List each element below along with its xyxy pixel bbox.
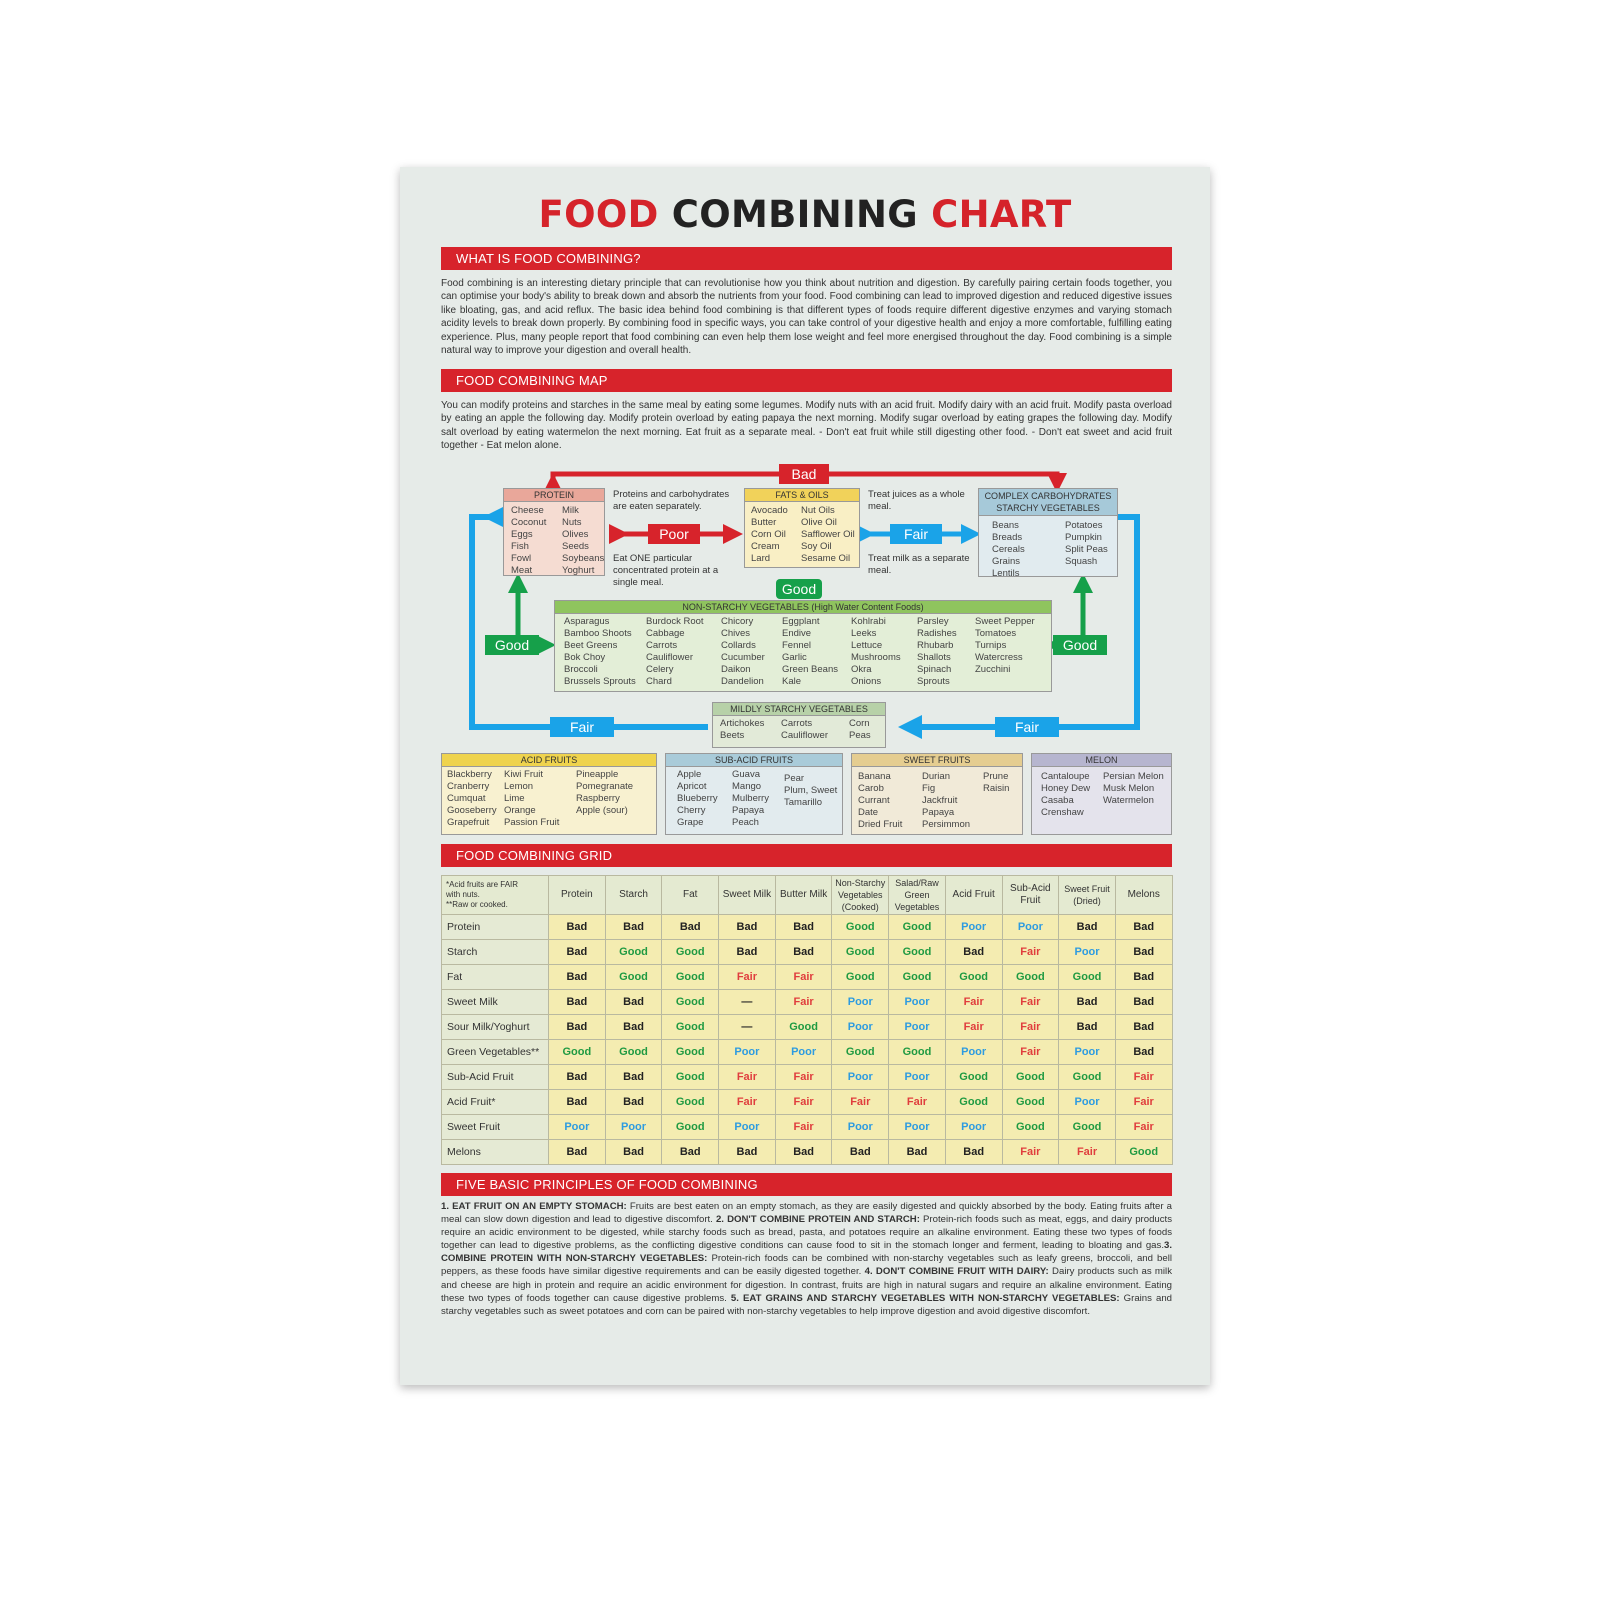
grid-cell: Bad (605, 1015, 662, 1040)
grid-cell: Fair (1002, 1140, 1059, 1165)
grid-row (442, 1115, 1173, 1140)
grid-cell: Bad (1115, 1015, 1172, 1040)
protein-col-2: Milk Nuts Olives Seeds Soybeans Yoghurt (562, 505, 605, 576)
grid-cell: Good (889, 1040, 946, 1065)
grid-cell: Bad (775, 940, 832, 965)
principles-paragraph: 1. EAT FRUIT ON AN EMPTY STOMACH: Fruits are best eaten on an empty stomach, as they are easily digested and quickly absorbed by the body. Eating fruits after a meal can slow down digestion and lead to digestive discomfort. 2. DON'T COMBINE PROTEIN AND STARCH: Protein-rich foods such as meat, eggs, and dairy products require an acidic environment to be digested, while starchy foods such as bread, pasta, and potatoes require an alkaline environment. Eating these two types of foods together can lead to digestive problems, as the conflicting digestive conditions can cause food to sit in the stomach longer and ferment, leading to bloating and gas.3. COMBINE PROTEIN WITH NON-STARCHY VEGETABLES: Protein-rich foods can be combined with non-starchy vegetables such as leafy greens, broccoli, and bell peppers, as these foods have similar digestive requirements and can be easily digested together. 4. DON'T COMBINE FRUIT WITH DAIRY: Dairy products such as milk and cheese are high in protein and require an acidic environment for digestion. In contrast, fruits are high in natural sugars and require an alkaline environment. Eating these two types of foods together can cause digestive problems. 5. EAT GRAINS AND STARCHY VEGETABLES WITH NON-STARCHY VEGETABLES: Grains and starchy vegetables such as sweet potatoes and corn can be paired with non-starchy vegetables to help improve digestion and avoid digestive discomfort. (441, 1201, 1173, 1317)
grid-cell: Good (662, 965, 719, 990)
grid-cell: Fair (832, 1090, 889, 1115)
fats-col-1: Avocado Butter Corn Oil Cream Lard (751, 505, 788, 564)
grid-cell: Fair (775, 1090, 832, 1115)
grid-cell: Bad (662, 1140, 719, 1165)
grid-cell: Good (832, 965, 889, 990)
grid-cell: Fair (945, 990, 1002, 1015)
grid-cell: Good (662, 940, 719, 965)
fats-col-2: Nut Oils Olive Oil Safflower Oil Soy Oil Sesame Oil (801, 505, 855, 564)
grid-row (442, 1065, 1173, 1090)
poster (400, 167, 1210, 1385)
nonstarchy-col-2: Burdock Root Cabbage Carrots Cauliflower Celery Chard (646, 616, 704, 687)
grid-cell: Bad (605, 1065, 662, 1090)
grid-cell: Poor (889, 1015, 946, 1040)
grid-cell: Poor (945, 1040, 1002, 1065)
grid-cell: Bad (1115, 915, 1172, 940)
grid-cell: Fair (1002, 940, 1059, 965)
grid-cell: Good (605, 965, 662, 990)
grid-cell: Poor (1002, 915, 1059, 940)
grid-cell: Good (832, 915, 889, 940)
nonstarchy-col-4: Eggplant Endive Fennel Garlic Green Beans Kale (782, 616, 838, 687)
grid-cell: Bad (605, 1140, 662, 1165)
map-paragraph: You can modify proteins and starches in the same meal by eating some legumes. Modify nuts with an acid fruit. Modify dairy with an acid fruit. Modify pasta overload by eating an apple the following day. Modify protein overload by eating papaya the next morning. Modify sugar overload by eating grapes the following day. Modify salt overload by eating watermelon the next morning. Eat fruit as a separate meal. - Don't eat fruit while still digesting other food. - Don't eat sweet and acid fruit together - Eat melon alone. (441, 400, 1172, 452)
grid-cell: Good (1059, 965, 1116, 990)
grid-column-header: Sweet Milk (719, 876, 776, 915)
nonstarchy-col-3: Chicory Chives Collards Cucumber Daikon Dandelion (721, 616, 765, 687)
grid-cell: Poor (832, 990, 889, 1015)
grid-cell: Poor (832, 1065, 889, 1090)
section-heading-what-is: WHAT IS FOOD COMBINING? (441, 247, 1172, 270)
grid-cell: Good (662, 990, 719, 1015)
bad-label: Bad (779, 464, 829, 484)
section-heading-grid: FOOD COMBINING GRID (441, 844, 1172, 867)
fats-box: FATS & OILS Avocado Butter Corn Oil Cream Lard Nut Oils Olive Oil Safflower Oil Soy Oil Sesame Oil (744, 488, 860, 568)
grid-cell: Bad (945, 940, 1002, 965)
grid-cell: — (719, 990, 776, 1015)
grid-cell: Good (1059, 1065, 1116, 1090)
grid-column-header: Melons (1115, 876, 1172, 915)
grid-row-label: Starch (442, 940, 549, 965)
grid-cell: Bad (719, 940, 776, 965)
grid-cell: Fair (1115, 1090, 1172, 1115)
grid-cell: — (719, 1015, 776, 1040)
grid-cell: Good (945, 965, 1002, 990)
grid-row (442, 1140, 1173, 1165)
grid-cell: Good (945, 1065, 1002, 1090)
grid-cell: Good (662, 1040, 719, 1065)
grid-cell: Bad (605, 915, 662, 940)
grid-cell: Good (549, 1040, 606, 1065)
grid-cell: Poor (1059, 1040, 1116, 1065)
grid-column-header: Salad/Raw Green Vegetables (889, 876, 946, 915)
nonstarchy-col-5: Kohlrabi Leeks Lettuce Mushrooms Okra Onions (851, 616, 901, 687)
grid-cell: Poor (775, 1040, 832, 1065)
grid-row-label: Fat (442, 965, 549, 990)
grid-cell: Good (1002, 1090, 1059, 1115)
grid-cell: Bad (549, 915, 606, 940)
note-protein-carb: Proteins and carbohydrates are eaten separately. (613, 489, 730, 512)
nonstarchy-col-1: Asparagus Bamboo Shoots Beet Greens Bok Choy Broccoli Brussels Sprouts (564, 616, 636, 687)
complex-carbs-box: COMPLEX CARBOHYDRATES STARCHY VEGETABLES Beans Breads Cereals Grains Lentils Potatoes Pumpkin Split Peas Squash (978, 488, 1118, 577)
grid-cell: Poor (832, 1015, 889, 1040)
grid-column-header: Fat (662, 876, 719, 915)
grid-cell: Bad (775, 1140, 832, 1165)
intro-paragraph: Food combining is an interesting dietary principle that can revolutionise how you think about nutrition and digestion. By carefully pairing certain foods together, you can optimise your body's ability to break down and absorb the nutrients from your food. Food combining can lead to improved digestion and reduced digestive issues like bloating, gas, and acid reflux. The basic idea behind food combining is that different types of foods require different digestive enzymes and varying stomach acidity levels to break down properly. By combining food in specific ways, you can take control of your digestive health and enjoy a more comfortable, fulfilling eating experience. Plus, many people report that food combining can even help them lose weight and feel more energised throughout the day. Food combining is a simple natural way to improve your digestion and overall health. (441, 278, 1172, 357)
grid-cell: Good (889, 940, 946, 965)
fair-label-right: Fair (995, 717, 1059, 737)
grid-cell: Bad (1115, 965, 1172, 990)
note-juices: Treat juices as a whole meal. (868, 489, 965, 512)
grid-cell: Poor (889, 1115, 946, 1140)
grid-column-header: Non-Starchy Vegetables (Cooked) (832, 876, 889, 915)
combining-grid (441, 875, 1173, 1165)
note-one-protein: Eat ONE particular concentrated protein at a single meal. (613, 553, 719, 588)
grid-row-label: Sweet Milk (442, 990, 549, 1015)
grid-column-header: Protein (549, 876, 606, 915)
grid-cell: Fair (719, 965, 776, 990)
grid-cell: Bad (945, 1140, 1002, 1165)
complex-col-1: Beans Breads Cereals Grains Lentils (992, 520, 1025, 579)
grid-cell: Bad (775, 915, 832, 940)
grid-cell: Good (1002, 965, 1059, 990)
protein-col-1: Cheese Coconut Eggs Fish Fowl Meat (511, 505, 547, 576)
grid-cell: Poor (832, 1115, 889, 1140)
grid-cell: Fair (1059, 1140, 1116, 1165)
grid-cell: Good (1115, 1140, 1172, 1165)
sweet-fruits-box: SWEET FRUITS Banana Carob Currant Date Dried Fruit Durian Fig Jackfruit Papaya Persimmon Prune Raisin (851, 753, 1023, 835)
grid-cell: Good (662, 1015, 719, 1040)
grid-cell: Bad (1115, 990, 1172, 1015)
grid-column-header: Butter Milk (775, 876, 832, 915)
grid-cell: Bad (605, 990, 662, 1015)
grid-cell: Good (832, 1040, 889, 1065)
grid-cell: Bad (605, 1090, 662, 1115)
sub-acid-fruits-box: SUB-ACID FRUITS Apple Apricot Blueberry Cherry Grape Guava Mango Mulberry Papaya Peach Pear Plum, Sweet Tamarillo (665, 753, 843, 835)
grid-row (442, 1040, 1173, 1065)
grid-row (442, 915, 1173, 940)
grid-cell: Good (889, 965, 946, 990)
grid-cell: Poor (719, 1040, 776, 1065)
grid-cell: Fair (1115, 1115, 1172, 1140)
grid-cell: Bad (719, 1140, 776, 1165)
good-label-center: Good (776, 579, 822, 599)
grid-column-header: Starch (605, 876, 662, 915)
grid-cell: Poor (945, 1115, 1002, 1140)
grid-cell: Fair (775, 965, 832, 990)
grid-cell: Poor (1059, 940, 1116, 965)
grid-cell: Fair (775, 1065, 832, 1090)
nonstarchy-col-7: Sweet Pepper Tomatoes Turnips Watercress Zucchini (975, 616, 1035, 675)
grid-row (442, 965, 1173, 990)
grid-cell: Bad (549, 990, 606, 1015)
grid-cell: Poor (889, 990, 946, 1015)
grid-cell: Good (889, 915, 946, 940)
non-starchy-box: NON-STARCHY VEGETABLES (High Water Content Foods) Asparagus Bamboo Shoots Beet Greens Bok Choy Broccoli Brussels Sprouts Burdock Root Cabbage Carrots Cauliflower Celery Chard Chicory Chives Collards Cucumber Daikon Dandelion Eggplant Endive Fennel Garlic Green Beans Kale Kohlrabi Leeks Lettuce Mushrooms Okra Onions Parsley Radishes Rhubarb Shallots Spinach Sprouts Sweet Pepper Tomatoes Turnips Watercress Zucchini (554, 600, 1052, 692)
grid-row-label: Sour Milk/Yoghurt (442, 1015, 549, 1040)
grid-cell: Fair (719, 1065, 776, 1090)
grid-cell: Poor (945, 915, 1002, 940)
grid-cell: Bad (549, 1140, 606, 1165)
grid-row (442, 1015, 1173, 1040)
grid-cell: Bad (1059, 915, 1116, 940)
grid-cell: Poor (549, 1115, 606, 1140)
grid-cell: Good (1002, 1065, 1059, 1090)
grid-row-label: Melons (442, 1140, 549, 1165)
poor-label: Poor (648, 524, 700, 544)
grid-cell: Fair (1002, 1015, 1059, 1040)
grid-row (442, 1090, 1173, 1115)
grid-cell: Bad (719, 915, 776, 940)
grid-cell: Good (605, 940, 662, 965)
grid-cell: Good (662, 1090, 719, 1115)
mildly-starchy-box: MILDLY STARCHY VEGETABLES Artichokes Beets Carrots Cauliflower Corn Peas (712, 702, 886, 748)
grid-cell: Good (1059, 1115, 1116, 1140)
grid-cell: Bad (1115, 1040, 1172, 1065)
grid-column-header: Acid Fruit (945, 876, 1002, 915)
grid-cell: Fair (1115, 1065, 1172, 1090)
fair-label-left: Fair (550, 717, 614, 737)
grid-cell: Good (662, 1115, 719, 1140)
complex-col-2: Potatoes Pumpkin Split Peas Squash (1065, 520, 1108, 567)
grid-cell: Fair (775, 1115, 832, 1140)
grid-column-header: Sweet Fruit (Dried) (1059, 876, 1116, 915)
grid-row-label: Green Vegetables** (442, 1040, 549, 1065)
grid-cell: Fair (775, 990, 832, 1015)
protein-box: PROTEIN Cheese Coconut Eggs Fish Fowl Meat Milk Nuts Olives Seeds Soybeans Yoghurt (503, 488, 605, 576)
grid-cell: Good (775, 1015, 832, 1040)
grid-cell: Fair (889, 1090, 946, 1115)
good-label-right: Good (1053, 635, 1107, 655)
grid-cell: Bad (1115, 940, 1172, 965)
grid-cell: Poor (719, 1115, 776, 1140)
grid-cell: Bad (549, 965, 606, 990)
grid-cell: Poor (1059, 1090, 1116, 1115)
poster-title: FOOD COMBINING CHART (538, 193, 1072, 236)
grid-cell: Fair (1002, 990, 1059, 1015)
grid-cell: Poor (605, 1115, 662, 1140)
grid-row-label: Protein (442, 915, 549, 940)
fair-label-top: Fair (890, 524, 942, 544)
grid-corner-note: *Acid fruits are FAIR with nuts. **Raw or cooked. (442, 876, 549, 915)
grid-cell: Bad (549, 940, 606, 965)
grid-row-label: Acid Fruit* (442, 1090, 549, 1115)
grid-cell: Bad (549, 1065, 606, 1090)
grid-cell: Bad (832, 1140, 889, 1165)
grid-cell: Bad (1059, 990, 1116, 1015)
grid-cell: Bad (662, 915, 719, 940)
grid-cell: Poor (889, 1065, 946, 1090)
grid-cell: Good (662, 1065, 719, 1090)
section-heading-principles: FIVE BASIC PRINCIPLES OF FOOD COMBINING (441, 1173, 1172, 1196)
note-milk: Treat milk as a separate meal. (868, 553, 970, 576)
grid-row (442, 940, 1173, 965)
grid-cell: Good (1002, 1115, 1059, 1140)
section-heading-map: FOOD COMBINING MAP (441, 369, 1172, 392)
grid-cell: Bad (549, 1015, 606, 1040)
grid-cell: Good (605, 1040, 662, 1065)
grid-header-row (442, 876, 1173, 915)
acid-fruits-box: ACID FRUITS Blackberry Cranberry Cumquat Gooseberry Grapefruit Kiwi Fruit Lemon Lime Orange Passion Fruit Pineapple Pomegranate Raspberry Apple (sour) (441, 753, 657, 835)
grid-cell: Bad (549, 1090, 606, 1115)
melon-box: MELON Cantaloupe Honey Dew Casaba Crenshaw Persian Melon Musk Melon Watermelon (1031, 753, 1172, 835)
good-label-left: Good (485, 635, 539, 655)
grid-row-label: Sub-Acid Fruit (442, 1065, 549, 1090)
grid-column-header: Sub-Acid Fruit (1002, 876, 1059, 915)
grid-cell: Bad (1059, 1015, 1116, 1040)
grid-cell: Bad (889, 1140, 946, 1165)
grid-cell: Good (832, 940, 889, 965)
grid-cell: Fair (719, 1090, 776, 1115)
grid-row-label: Sweet Fruit (442, 1115, 549, 1140)
grid-cell: Fair (1002, 1040, 1059, 1065)
grid-row (442, 990, 1173, 1015)
grid-cell: Fair (945, 1015, 1002, 1040)
grid-cell: Good (945, 1090, 1002, 1115)
nonstarchy-col-6: Parsley Radishes Rhubarb Shallots Spinach Sprouts (917, 616, 957, 687)
